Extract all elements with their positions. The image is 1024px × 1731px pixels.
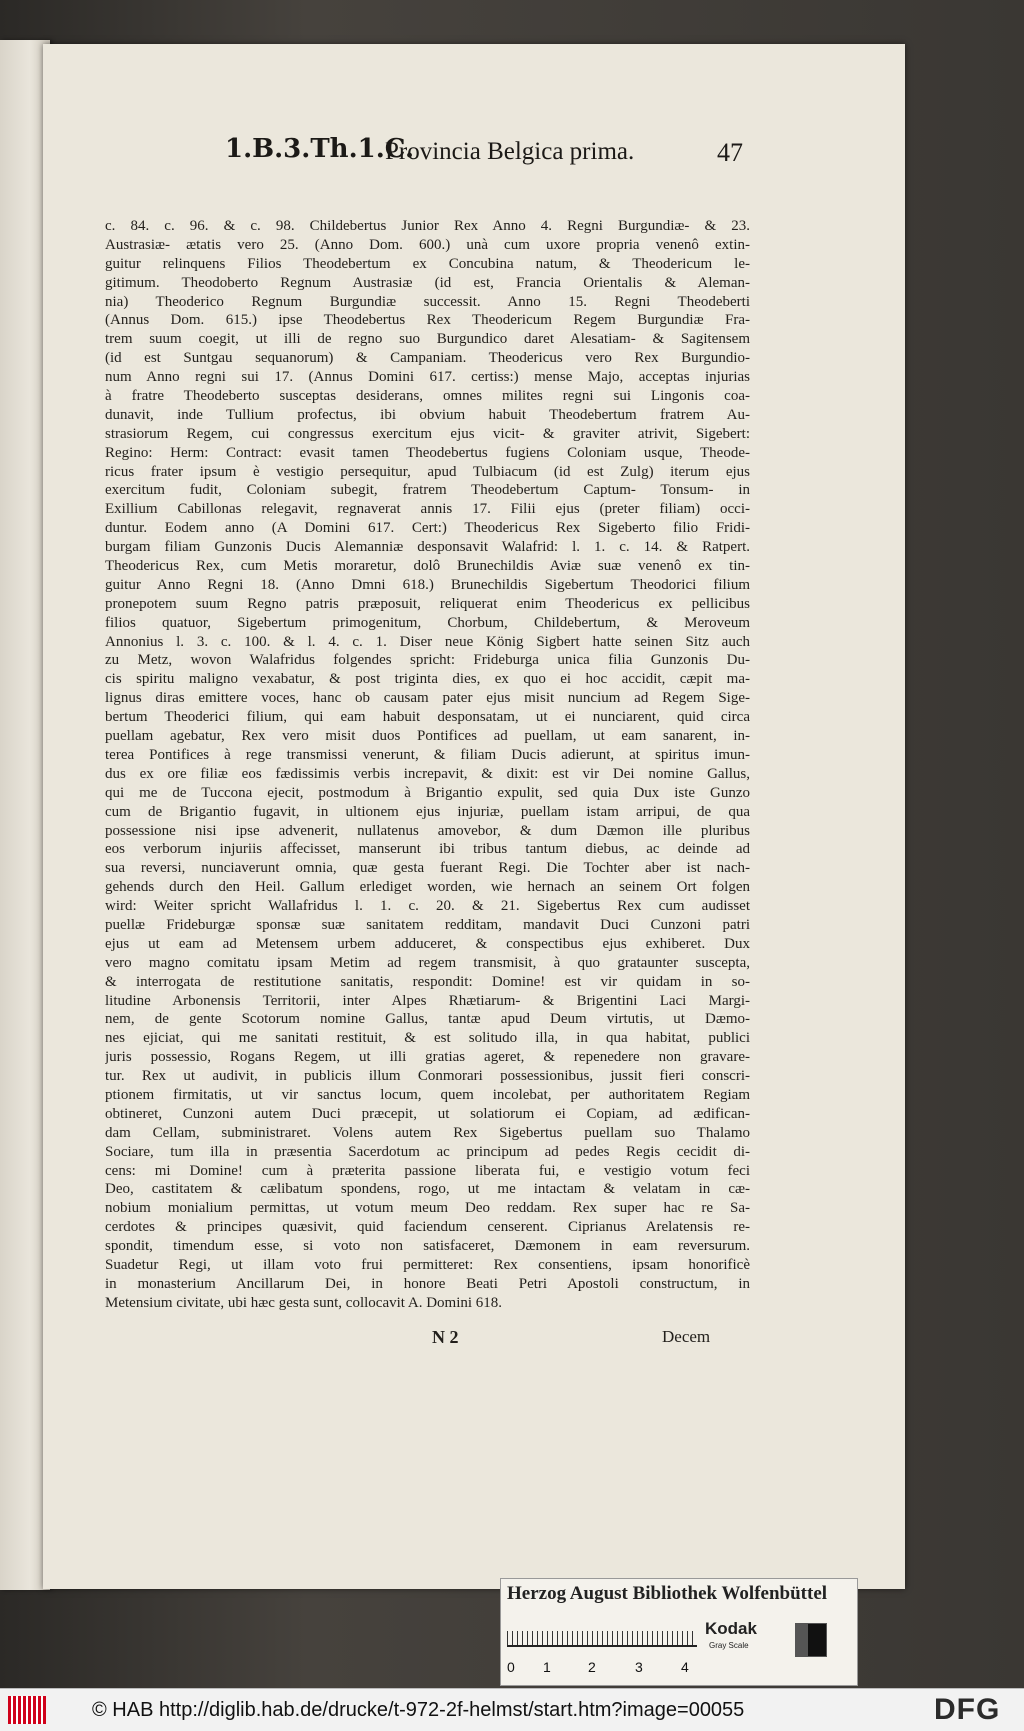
text-line: bertum Theoderici filium, qui eam habuit desponsatam, ut ei nunciarent, quid circa bbox=[105, 709, 750, 726]
text-line: dus ex ore filiæ eos fædissimis verbis increpavit, & dixit: est vir Dei nomine Gallus, bbox=[105, 765, 750, 782]
library-name: Herzog August Bibliothek Wolfenbüttel bbox=[507, 1583, 828, 1604]
text-line: (Annus Dom. 615.) ipse Theodebertus Rex Theodericum Regem Burgundiæ Fra- bbox=[105, 312, 750, 329]
text-line: burgam filiam Gunzonis Ducis Alemanniæ desponsavit Walafrid: l. 1. c. 14. & Ratpert. bbox=[105, 539, 750, 556]
text-line: guitur relinquens Filios Theodebertum ex Concubina natum, & Theodericum le- bbox=[105, 255, 750, 272]
text-line: ptionem firmitatis, ut vir sanctus locum, quem incolebat, per authoritatem Regiam bbox=[105, 1086, 750, 1103]
header-title: Provincia Belgica prima. bbox=[385, 138, 635, 165]
text-line: à fratre Theodeberto susceptas desiderans, omnes milites regni sui Lingonis coa- bbox=[105, 388, 750, 405]
text-line: terea Pontifices à rege transmissi venerunt, & filiam Ducis adierunt, at spiritus imun- bbox=[105, 746, 750, 763]
text-line: qui me de Tuccona ejecit, postmodum à Brigantio expulit, sed quia Dux iste Gunzo bbox=[105, 784, 750, 801]
text-line: gitimum. Theodoberto Regnum Austrasiæ (id est, Francia Orientalis & Aleman- bbox=[105, 274, 750, 291]
text-line: nobium monialium permittas, ut votum meum Deo reddam. Rex super hac re Sa- bbox=[105, 1200, 750, 1217]
gray-scale-label: Gray Scale bbox=[709, 1641, 749, 1650]
header-signature: 1.B.3.Th.1.C. bbox=[225, 134, 415, 164]
text-line: trem suum coegit, ut illi de regno suo Burgundico daret Alesatiam- & Sagitensem bbox=[105, 331, 750, 348]
signature-mark: N 2 bbox=[432, 1327, 459, 1347]
text-line: eos verborum injuriis affecisset, manserunt ibi tribus tantum diebus, ac deinde ad bbox=[105, 841, 750, 858]
hab-logo-icon bbox=[8, 1696, 46, 1724]
text-line: dam Cellam, subministraret. Volens autem Rex Sigebertus puellam suo Thalamo bbox=[105, 1124, 750, 1141]
text-line: nem, de gente Scotorum nomine Gallus, tantæ apud Deum virtutis, ut Dæmo- bbox=[105, 1011, 750, 1028]
footer-bar bbox=[0, 1688, 1024, 1731]
text-line: Austrasiæ- ætatis vero 25. (Anno Dom. 600.) unà cum uxore propria venenô extin- bbox=[105, 236, 750, 253]
text-line: obtineret, Cunzoni autem Duci præcepit, ut solatiorum ei Copiam, ad ædifican- bbox=[105, 1105, 750, 1122]
running-header bbox=[180, 134, 760, 174]
text-line: guitur Anno Regni 18. (Anno Dmni 618.) Brunechildis Sigebertum Theodorici filium bbox=[105, 576, 750, 593]
ruler-tick-label: 1 bbox=[543, 1659, 551, 1675]
text-line: num Anno regni sui 17. (Annus Domini 617. certiss:) mense Majo, acceptas injurias bbox=[105, 369, 750, 386]
text-line: spondit, timendum esse, si voto non satisfaceret, Dæmonem in eam reversurum. bbox=[105, 1238, 750, 1255]
text-line: Metensium civitate, ubi hæc gesta sunt, collocavit A. Domini 618. bbox=[105, 1294, 503, 1311]
text-line: & interrogata de restitutione sanitatis, respondit: Domine! est vir quidam in so- bbox=[105, 973, 750, 990]
text-line: lignus diras emittere voces, hanc ob causam pater ejus misit nuncium ad Regem Sige- bbox=[105, 690, 750, 707]
library-label-card bbox=[500, 1578, 858, 1686]
text-line: possessione nisi ipse advenerit, nullatenus amovebor, & dum Dæmon ille pluribus bbox=[105, 822, 750, 839]
text-line: duntur. Eodem anno (A Domini 617. Cert:) Theodericus Rex Sigeberto filio Fridi- bbox=[105, 520, 750, 537]
text-line: cerdotes & principes quæsivit, quid faciendum censerent. Ciprianus Arelatensis re- bbox=[105, 1219, 750, 1236]
text-line: wird: Weiter spricht Wallafridus l. 1. c. 20. & 21. Sigebertus Rex cum audisset bbox=[105, 898, 750, 915]
text-line: Deo, castitatem & cælibatum spondens, rogo, ut me intactam & velatam in cæ- bbox=[105, 1181, 750, 1198]
text-line: vero magno comitatu ipsam Metim ad regem transmisit, à quo grataunter suscepta, bbox=[105, 954, 750, 971]
footer-url[interactable]: © HAB http://diglib.hab.de/drucke/t-972-2f-helmst/start.htm?image=00055 bbox=[92, 1699, 745, 1721]
text-line: puellam agebatur, Rex vero misit duos Pontifices ad puellam, ut eam sanarent, in- bbox=[105, 728, 750, 745]
text-line: (id est Suntgau sequanorum) & Campaniam. Theodericus vero Rex Burgundio- bbox=[105, 350, 750, 367]
text-line: pronepotem suum Regno patris præposuit, reliquerat enim Theodericus ex pellicibus bbox=[105, 595, 750, 612]
text-line: Annonius l. 3. c. 100. & l. 4. c. 1. Diser neue König Sigbert hatte seinen Sitz auch bbox=[105, 633, 750, 650]
text-line: strasiorum Regem, cui congressus exercitum ejus vicit- & graviter atrivit, Sigebert: bbox=[105, 425, 750, 442]
text-line: zu Metz, wovon Walafridus folgendes spricht: Frideburga unica filia Gunzonis Du- bbox=[105, 652, 750, 669]
gray-patch bbox=[795, 1623, 827, 1657]
text-line: Suadetur Regi, ut illam voto frui permitteret: Rex consentiens, ipsam honorificè bbox=[105, 1256, 750, 1273]
text-line: ejus ut eam ad Metensem urbem adduceret, & conspectibus ejus exhiberet. Dux bbox=[105, 935, 750, 952]
ruler-tick-label: 3 bbox=[635, 1659, 643, 1675]
text-line: Exillium Cabillonas relegavit, regnaverat annis 17. Filii ejus (preter filiam) occi- bbox=[105, 501, 750, 518]
text-line: cis spiritu maligno vexabatur, & post triginta dies, ex quo ei hoc accidit, cæpit ma- bbox=[105, 671, 750, 688]
text-line: cens: mi Domine! cum à præterita passione liberata fui, e vestigio votum feci bbox=[105, 1162, 750, 1179]
text-line: litudine Arbonensis Territorii, inter Alpes Rhætiarum- & Brigentini Laci Margi- bbox=[105, 992, 750, 1009]
text-line: dunavit, inde Tullium profectus, ibi obvium habuit Theodebertum fratrem Au- bbox=[105, 406, 750, 423]
text-line: tur. Rex ut audivit, in publicis illum Conmorari possessionibus, jussit fieri conscri- bbox=[105, 1068, 750, 1085]
scale-ruler bbox=[507, 1617, 697, 1647]
ruler-tick-label: 4 bbox=[681, 1659, 689, 1675]
text-line: nia) Theoderico Regnum Burgundiæ successit. Anno 15. Regni Theodeberti bbox=[105, 293, 750, 310]
text-line: ricus frater ipsum è vestigio persequitur, apud Tulbiacum (id est Zulg) iterum ejus bbox=[105, 463, 750, 480]
text-line: sua reversi, nunciaverunt omnia, quæ gesta fuerant Regi. Die Tochter aber ist nach- bbox=[105, 860, 750, 877]
text-line: filios quatuor, Sigebertum primogenitum, Chorbum, Childebertum, & Meroveum bbox=[105, 614, 750, 631]
text-line: cum de Brigantio fugavit, in ultionem ejus injuriæ, puellam istam arripui, de qua bbox=[105, 803, 750, 820]
dfg-logo: DFG bbox=[934, 1693, 1001, 1726]
text-line: nes ejiciat, qui me sanitati restituit, & est solitudo illa, in qua habitat, publici bbox=[105, 1030, 750, 1047]
text-line: c. 84. c. 96. & c. 98. Childebertus Junior Rex Anno 4. Regni Burgundiæ- & 23. bbox=[105, 218, 750, 234]
text-line: exercitum fudit, Coloniam subegit, fratrem Theodebertum Captum- Tonsum- in bbox=[105, 482, 750, 499]
body-text bbox=[105, 217, 750, 1313]
text-line: Regino: Herm: Contract: evasit tamen Theodebertus fugiens Coloniam usque, Theode- bbox=[105, 444, 750, 461]
text-line: Sociare, tum illa in præsentia Sacerdotum ac principum ad pedes Regis cecidit di- bbox=[105, 1143, 750, 1160]
text-line: Theodericus Rex, cum Metis moraretur, dolô Brunechildis Aviæ suæ venenô ex tin- bbox=[105, 558, 750, 575]
text-line: puellæ Frideburgæ sponsæ suæ sanitatem redditam, mandavit Duci Cunzoni patri bbox=[105, 916, 750, 933]
text-line: gehends durch den Heil. Gallum erlediget worden, wie hernach an seinem Ort folgen bbox=[105, 879, 750, 896]
text-line: in monasterium Ancillarum Dei, in honore Beati Petri Apostoli constructum, in bbox=[105, 1275, 750, 1292]
text-line: juris possessio, Rogans Regem, ut illi gratias ageret, & repenedere non gravare- bbox=[105, 1049, 750, 1066]
kodak-logo: Kodak bbox=[705, 1619, 757, 1638]
page-number: 47 bbox=[717, 138, 743, 167]
ruler-tick-label: 2 bbox=[588, 1659, 596, 1675]
ruler-tick-label: 0 bbox=[507, 1659, 515, 1675]
catchword: Decem bbox=[662, 1327, 711, 1346]
